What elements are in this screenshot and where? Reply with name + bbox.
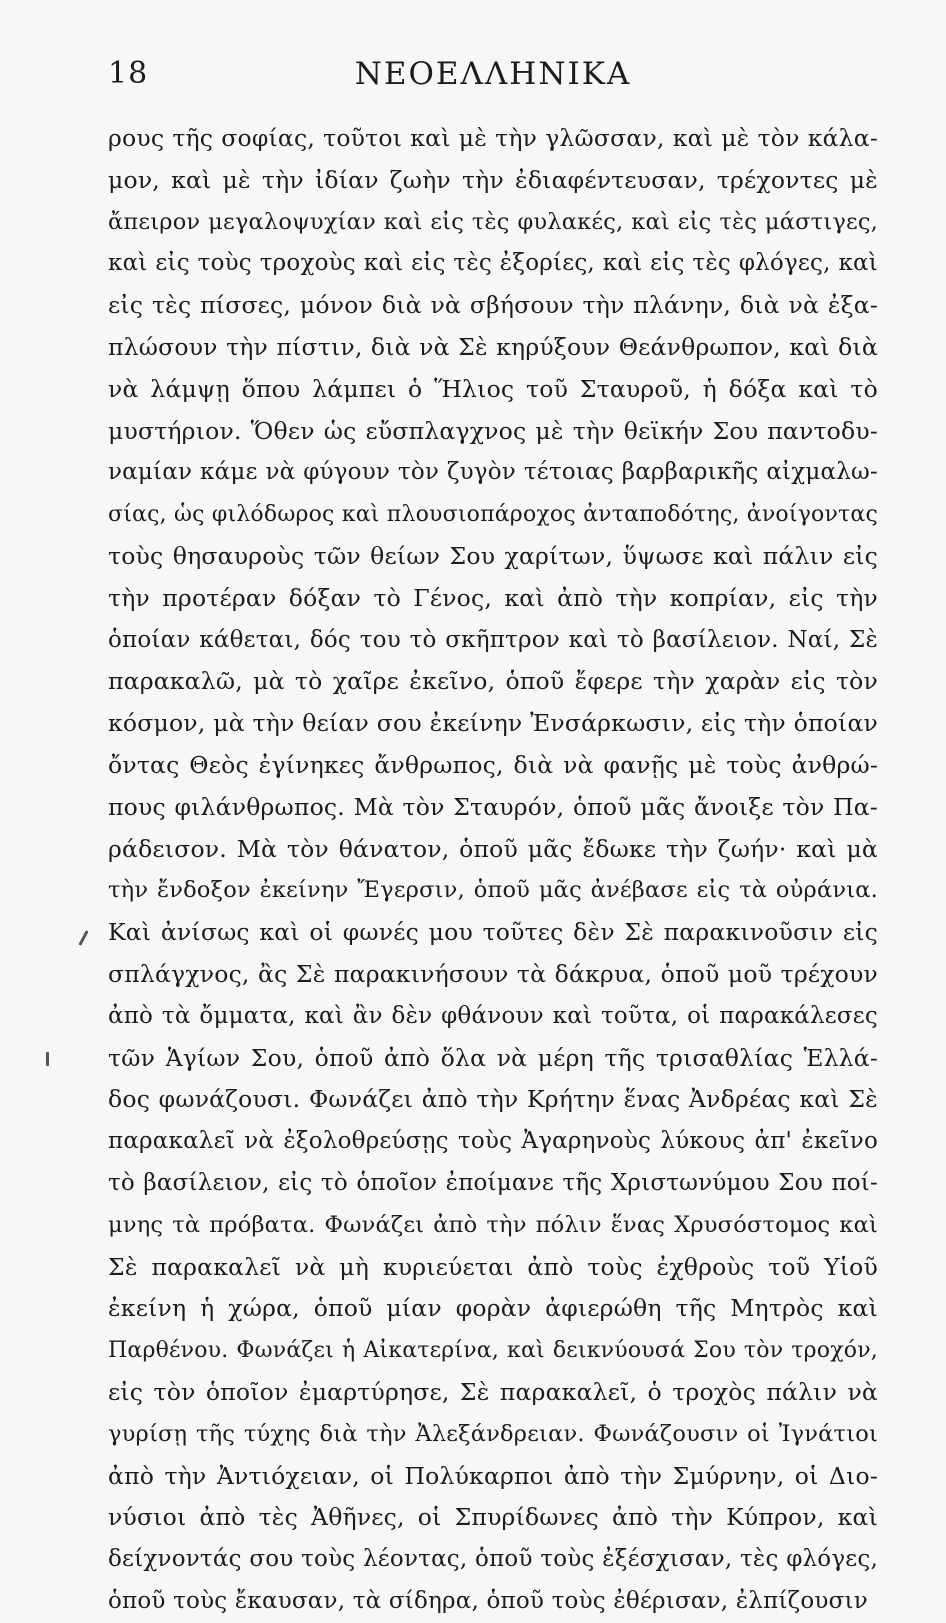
text-line: Καὶ ἀνίσως καὶ οἱ φωνές μου τοῦτες δὲν Σὲ παρακινοῦσιν εἰς [108,918,878,947]
text-line: ράδεισον. Μὰ τὸν θάνατον, ὁποῦ μᾶς ἔδωκε τὴν ζωήν· καὶ μὰ [108,834,878,863]
text-line: παρακαλεῖ νὰ ἐξολοθρεύσῃς τοὺς Ἀγαρηνοὺς λύκους ἀπ' ἐκεῖνο [108,1128,878,1155]
text-line: ἀπὸ τὴν Ἀντιόχειαν, οἱ Πολύκαρποι ἀπὸ τὴν Σμύρνην, οἱ Διο- [108,1461,878,1490]
text-line: καὶ εἰς τοὺς τροχοὺς καὶ εἰς τὲς ἐξορίες, καὶ εἰς τὲς φλόγες, καὶ [108,250,878,277]
text-line: εἰς τὲς πίσσες, μόνον διὰ νὰ σβήσουν τὴν πλάνην, διὰ νὰ ἐξα- [108,291,878,320]
margin-mark [78,930,88,946]
text-line: παρακαλῶ, μὰ τὸ χαῖρε ἐκεῖνο, ὁποῦ ἔφερε τὴν χαρὰν εἰς τὸν [108,667,878,696]
running-head: ΝΕΟΕΛΛΗΝΙΚΑ [354,56,632,92]
text-line: Σὲ παρακαλεῖ νὰ μὴ κυριεύεται ἀπὸ τοὺς ἐχθροὺς τοῦ Υἱοῦ [108,1252,878,1281]
text-line: Παρθένου. Φωνάζει ἡ Αἰκατερίνα, καὶ δεικνύουσά Σου τὸν τροχόν, [108,1338,878,1364]
text-line: εἰς τὸν ὁποῖον ἐμαρτύρησε, Σὲ παρακαλεῖ, ὁ τροχὸς πάλιν νὰ [108,1377,878,1406]
text-line: σπλάγχνος, ἂς Σὲ παρακινήσουν τὰ δάκρυα, ὁποῦ μοῦ τρέχουν [108,959,878,988]
text-line: νὰ λάμψῃ ὅπου λάμπει ὁ Ἥλιος τοῦ Σταυροῦ, ἡ δόξα καὶ τὸ [108,374,878,403]
text-line: δος φωνάζουσι. Φωνάζει ἀπὸ τὴν Κρήτην ἕνας Ἀνδρέας καὶ Σὲ [108,1085,878,1114]
text-line: ἀπὸ τὰ ὄμματα, καὶ ἂν δὲν φθάνουν καὶ τοῦτα, οἱ παρακάλεσες [108,1002,878,1029]
text-line: πλώσουν τὴν πίστιν, διὰ νὰ Σὲ κηρύξουν Θεάνθρωπον, καὶ διὰ [108,332,878,361]
body-text [108,118,878,1623]
text-line: κόσμον, μὰ τὴν θείαν σου ἐκείνην Ἐνσάρκωσιν, εἰς τὴν ὁποίαν [108,709,878,738]
margin-mark [46,1052,49,1066]
text-line: ὁποῦ τοὺς ἔκαυσαν, τὰ σίδηρα, ὁποῦ τοὺς ἐθέρισαν, ἐλπίζουσιν [108,1587,868,1614]
text-line: τὴν προτέραν δόξαν τὸ Γένος, καὶ ἀπὸ τὴν κοπρίαν, εἰς τὴν [108,583,878,612]
text-line: πους φιλάνθρωπος. Μὰ τὸν Σταυρόν, ὁποῦ μᾶς ἄνοιξε τὸν Πα- [108,792,878,821]
text-line: ναμίαν κάμε νὰ φύγουν τὸν ζυγὸν τέτοιας βαρβαρικῆς αἰχμαλω- [108,459,878,486]
text-line: νύσιοι ἀπὸ τὲς Ἀθῆνες, οἱ Σπυρίδωνες ἀπὸ τὴν Κύπρον, καὶ [108,1503,878,1532]
text-line: τοὺς θησαυροὺς τῶν θείων Σου χαρίτων, ὕψωσε καὶ πάλιν εἰς [108,541,878,570]
text-line: ἄπειρον μεγαλοψυχίαν καὶ εἰς τὲς φυλακές, καὶ εἰς τὲς μάστιγες, [108,208,878,235]
text-line: ρους τῆς σοφίας, τοῦτοι καὶ μὲ τὴν γλῶσσαν, καὶ μὲ τὸν κάλα- [108,124,878,152]
text-line: μνης τὰ πρόβατα. Φωνάζει ἀπὸ τὴν πόλιν ἕνας Χρυσόστομος καὶ [108,1211,878,1238]
text-line: τὴν ἔνδοξον ἐκείνην Ἔγερσιν, ὁποῦ μᾶς ἀνέβασε εἰς τὰ οὐράνια. [108,877,878,904]
text-line: δείχνοντάς σου τοὺς λέοντας, ὁποῦ τοὺς ἐξέσχισαν, τὲς φλόγες, [108,1546,878,1573]
text-line: τῶν Ἁγίων Σου, ὁποῦ ἀπὸ ὅλα νὰ μέρη τῆς τρισαθλίας Ἑλλά- [108,1043,878,1072]
text-line: γυρίσῃ τῆς τύχης διὰ τὴν Ἀλεξάνδρειαν. Φωνάζουσιν οἱ Ἰγνάτιοι [108,1420,878,1447]
page-number: 18 [108,56,149,91]
text-line: ὄντας Θεὸς ἐγίνηκες ἄνθρωπος, διὰ νὰ φανῇς μὲ τοὺς ἀνθρώ- [108,750,878,779]
text-line: μον, καὶ μὲ τὴν ἰδίαν ζωὴν τὴν ἐδιαφέντευσαν, τρέχοντες μὲ [108,165,878,194]
page-header [108,56,878,100]
text-line: τὸ βασίλειον, εἰς τὸ ὁποῖον ἐποίμανε τῆς Χριστωνύμου Σου ποί- [108,1169,878,1196]
text-line: μυστήριον. Ὅθεν ὡς εὔσπλαγχνος μὲ τὴν θεϊκήν Σου παντοδυ- [108,416,878,445]
text-line: ὁποίαν κάθεται, δός του τὸ σκῆπτρον καὶ τὸ βασίλειον. Ναί, Σὲ [108,626,878,653]
text-line: σίας, ὡς φιλόδωρος καὶ πλουσιοπάροχος ἀνταποδότης, ἀνοίγοντας [108,502,879,528]
text-line: ἐκείνη ἡ χώρα, ὁποῦ μίαν φορὰν ἀφιερώθη τῆς Μητρὸς καὶ [108,1294,878,1323]
